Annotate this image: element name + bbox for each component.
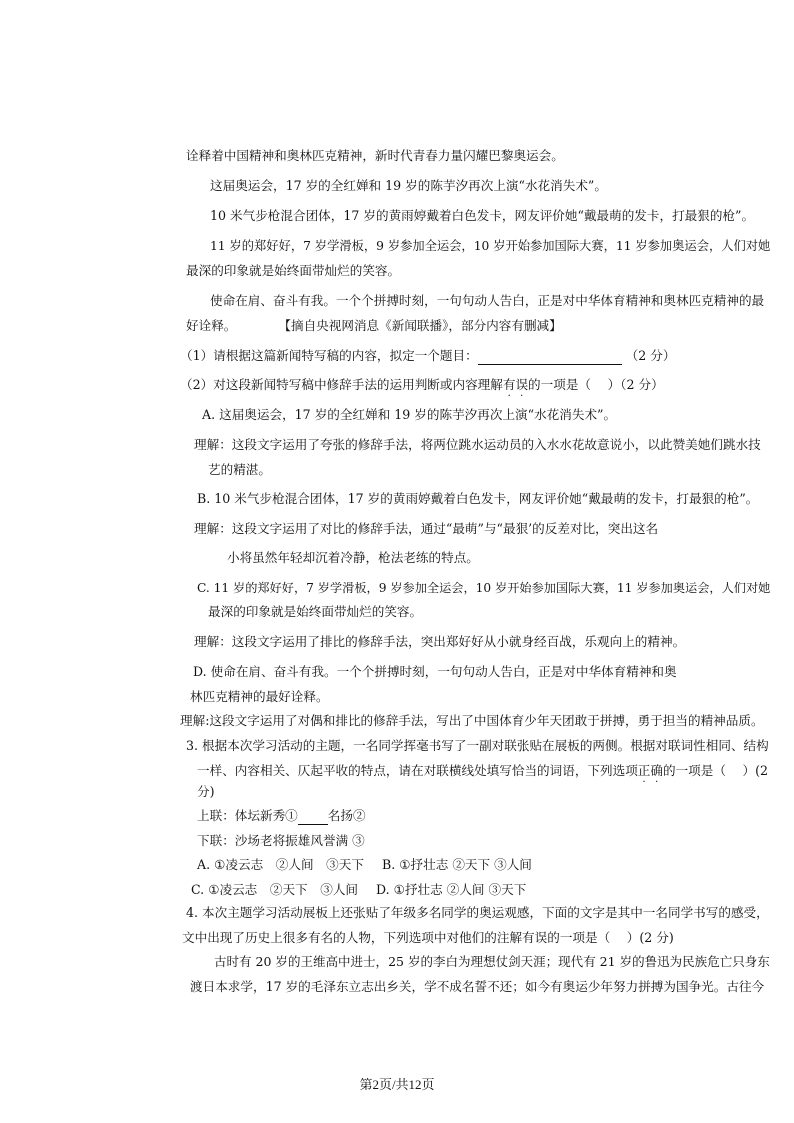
couplet-upper-b: 名扬② [327,808,366,823]
couplet-lower: 下联：沙场老将振雄风誉满 ③ [197,833,365,848]
question-3-line-2-b: 的一项是（ ）(2 [662,763,769,778]
couplet-upper [197,807,366,825]
question-4-line-1: 4. 本次主题学习活动展板上还张贴了年级多名同学的奥运观感，下面的文字是其中一名同学书写的感受， [186,905,769,920]
choice-c[interactable]: C. ①凌云志 ②天下 ③人间 [191,882,359,897]
passage-line-3: 10 米气步枪混合团体，17 岁的黄雨婷戴着白色发卡，网友评价她“戴最萌的发卡，打最狠的枪”。 [210,208,755,223]
question-1 [180,347,675,365]
passage-line-2: 这届奥运会，17 岁的全红婵和 19 岁的陈芋汐再次上演“水花消失术”。 [210,178,607,193]
source-note: 【摘自央视网消息《新闻联播》，部分内容有删减】 [278,318,562,333]
question-1-stem: （1）请根据这篇新闻特写稿的内容，拟定一个题目： [180,348,478,363]
question-3-line-3: 分) [197,784,215,799]
option-b-explanation-2: 小将虽然年轻却沉着冷静，枪法老练的特点。 [227,550,479,565]
choice-b[interactable]: B. ①抒壮志 ②天下 ③人间 [382,857,532,872]
option-d-line-1: D. 使命在肩、奋斗有我。一个个拼搏时刻，一句句动人告白，正是对中华体育精神和奥 [193,664,677,679]
passage-line-7-text: 好诠释。 [186,318,237,333]
question-4-passage-1: 古时有 20 岁的王维高中进士，25 岁的李白为理想仗剑天涯；现代有 21 岁的鲁迅为民族危亡只身东 [214,954,770,969]
option-a-explanation-1: 理解：这段文字运用了夸张的修辞手法，将两位跳水运动员的入水水花故意说小，以此赞美她们跳水技 [194,437,761,452]
couplet-upper-a: 上联：体坛新秀① [197,808,298,823]
option-a-explanation-2: 艺的精湛。 [208,462,271,477]
question-3-line-2-a: 一样、内容相关、仄起平收的特点，请在对联横线处填写恰当的词语，下列选项 [197,763,638,778]
question-2-stem [180,376,664,394]
question-2-stem-b: 的一项是（ ）（2 分） [528,377,664,392]
passage-line-7 [186,317,562,335]
passage-line-1: 诠释着中国精神和奥林匹克精神，新时代青春力量闪耀巴黎奥运会。 [186,148,564,163]
option-c-line-1: C. 11 岁的郑好好，7 岁学滑板，9 岁参加全运会，10 岁开始参加国际大赛，11 岁参加奥运会，人们对她 [197,581,771,595]
choice-d[interactable]: D. ①抒壮志 ②人间 ③天下 [376,882,527,897]
option-c-line-2: 最深的印象就是始终面带灿烂的笑容。 [208,604,423,619]
question-3-line-1: 3. 根据本次学习活动的主题，一名同学挥毫书写了一副对联张贴在展板的两侧。根据对联词性相同、结构 [186,738,769,753]
question-1-score: （2 分） [625,348,676,363]
emphasis-char: 误 [515,377,529,392]
emphasis-char: 正 [637,763,651,778]
page-number: 第2页/共12页 [359,1077,435,1092]
passage-line-4: 11 岁的郑好好，7 岁学滑板，9 岁参加全运会，10 岁开始参加国际大赛，11 岁参加奥运会，人们对她 [210,239,771,253]
option-d-explanation: 理解:这段文字运用了对偶和排比的修辞手法，写出了中国体育少年天团敢于拼搏，勇于担当的精神品质。 [180,713,764,728]
question-3-line-2 [197,762,768,780]
option-d-line-2: 林匹克精神的最好诠释。 [190,689,329,704]
emphasis-char: 确 [650,763,663,778]
emphasis-char: 有 [502,377,516,392]
couplet-blank[interactable] [298,811,328,825]
question-4-line-2: 文中出现了历史上很多有名的人物，下列选项中对他们的注解有误的一项是（ ）(2 分) [182,930,674,945]
option-a: A. 这届奥运会，17 岁的全红婵和 19 岁的陈芋汐再次上演“水花消失术”。 [202,407,617,422]
passage-line-5: 最深的印象就是始终面带灿烂的笑容。 [186,263,401,278]
passage-line-6: 使命在肩、奋斗有我。一个个拼搏时刻，一句句动人告白，正是对中华体育精神和奥林匹克精神的最 [210,293,765,308]
option-b: B. 10 米气步枪混合团体，17 岁的黄雨婷戴着白色发卡，网友评价她“戴最萌的发卡，打最狠的枪”。 [197,491,759,506]
question-2-stem-a: （2）对这段新闻特写稿中修辞手法的运用判断或内容理解 [180,377,503,392]
choice-a[interactable]: A. ①凌云志 ②人间 ③天下 [197,857,364,872]
option-b-explanation-1: 理解：这段文字运用了对比的修辞手法，通过“最萌”与“最狠’的反差对比，突出这名 [194,521,659,536]
question-4-passage-2: 渡日本求学，17 岁的毛泽东立志出乡关，学不成名誓不还；如今有奥运少年努力拼搏为国争光。古往今 [190,979,765,994]
option-c-explanation: 理解：这段文字运用了排比的修辞手法，突出郑好好从小就身经百战，乐观向上的精神。 [194,634,686,649]
title-answer-blank[interactable] [478,351,622,365]
